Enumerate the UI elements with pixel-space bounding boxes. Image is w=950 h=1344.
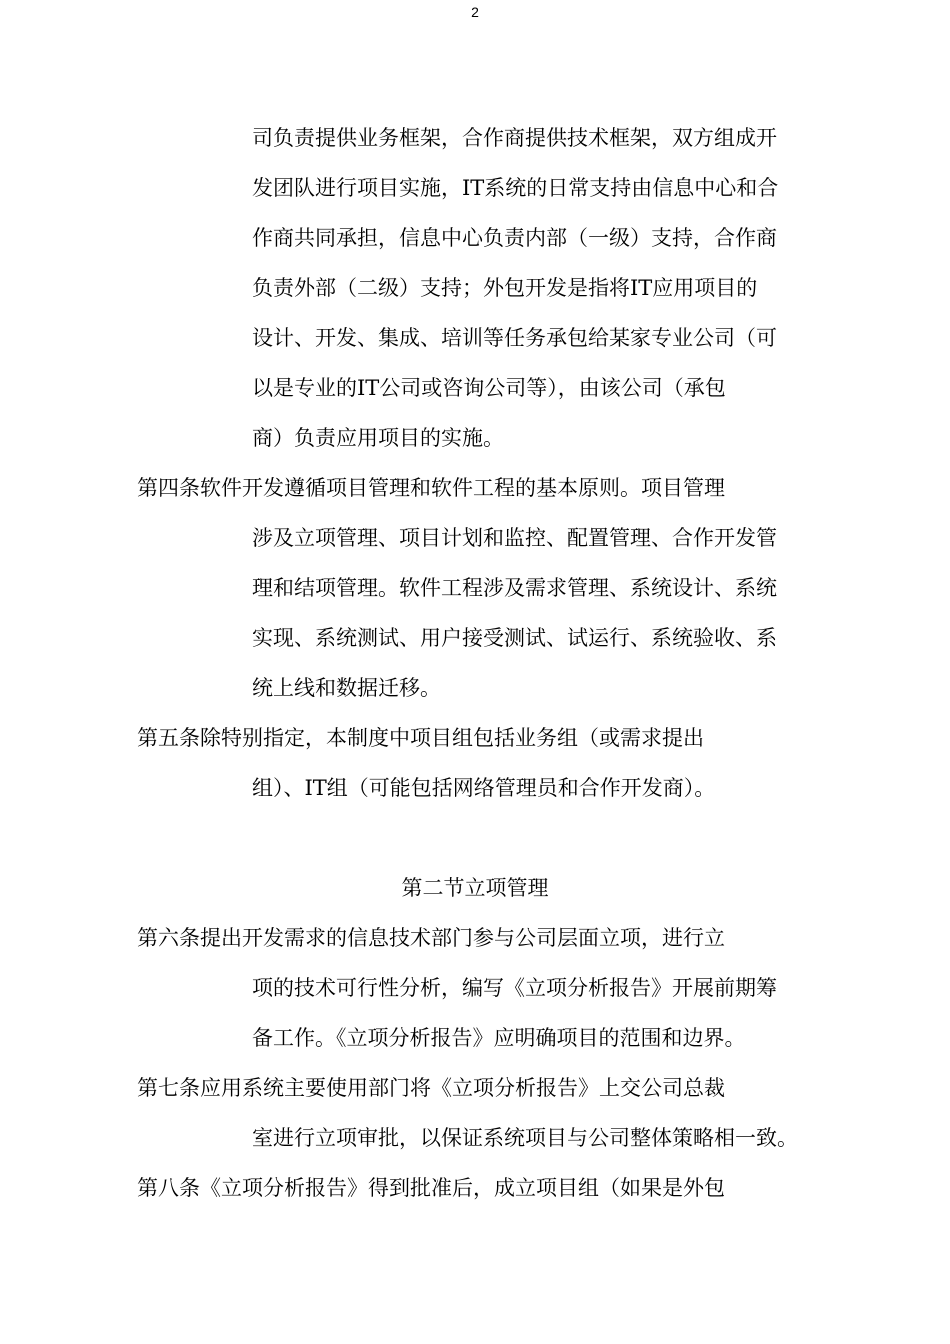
text-line: 理和结项管理。软件工程涉及需求管理、系统设计、系统: [252, 576, 777, 600]
text-line: 负责外部（二级）支持；外包开发是指将IT应用项目的: [252, 276, 758, 300]
article-heading: 第六条提出开发需求的信息技术部门参与公司层面立项，进行立: [137, 926, 725, 950]
text-line: 涉及立项管理、项目计划和监控、配置管理、合作开发管: [252, 526, 777, 550]
text-line: 统上线和数据迁移。: [252, 676, 441, 700]
article-heading: 第八条《立项分析报告》得到批准后，成立项目组（如果是外包: [137, 1176, 725, 1200]
text-line: 发团队进行项目实施，IT系统的日常支持由信息中心和合: [252, 176, 779, 200]
text-line: 备工作。《立项分析报告》应明确项目的范围和边界。: [252, 1026, 746, 1050]
text-line: 以是专业的IT公司或咨询公司等），由该公司（承包: [252, 376, 726, 400]
text-line: 实现、系统测试、用户接受测试、试运行、系统验收、系: [252, 626, 777, 650]
text-line: 设计、开发、集成、培训等任务承包给某家专业公司（可: [252, 326, 777, 350]
article-heading: 第七条应用系统主要使用部门将《立项分析报告》上交公司总裁: [137, 1076, 725, 1100]
section-heading: 第二节立项管理: [401, 876, 549, 900]
article-heading: 第五条除特别指定，本制度中项目组包括业务组（或需求提出: [137, 726, 704, 750]
text-line: 组）、IT组（可能包括网络管理员和合作开发商）。: [252, 776, 716, 800]
page-number: 2: [471, 4, 479, 20]
article-heading: 第四条软件开发遵循项目管理和软件工程的基本原则。项目管理: [137, 476, 725, 500]
text-line: 室进行立项审批，以保证系统项目与公司整体策略相一致。: [252, 1126, 798, 1150]
text-line: 司负责提供业务框架，合作商提供技术框架，双方组成开: [252, 126, 777, 150]
text-line: 项的技术可行性分析，编写《立项分析报告》开展前期筹: [252, 976, 777, 1000]
text-line: 作商共同承担，信息中心负责内部（一级）支持，合作商: [252, 226, 777, 250]
text-line: 商）负责应用项目的实施。: [252, 426, 504, 450]
